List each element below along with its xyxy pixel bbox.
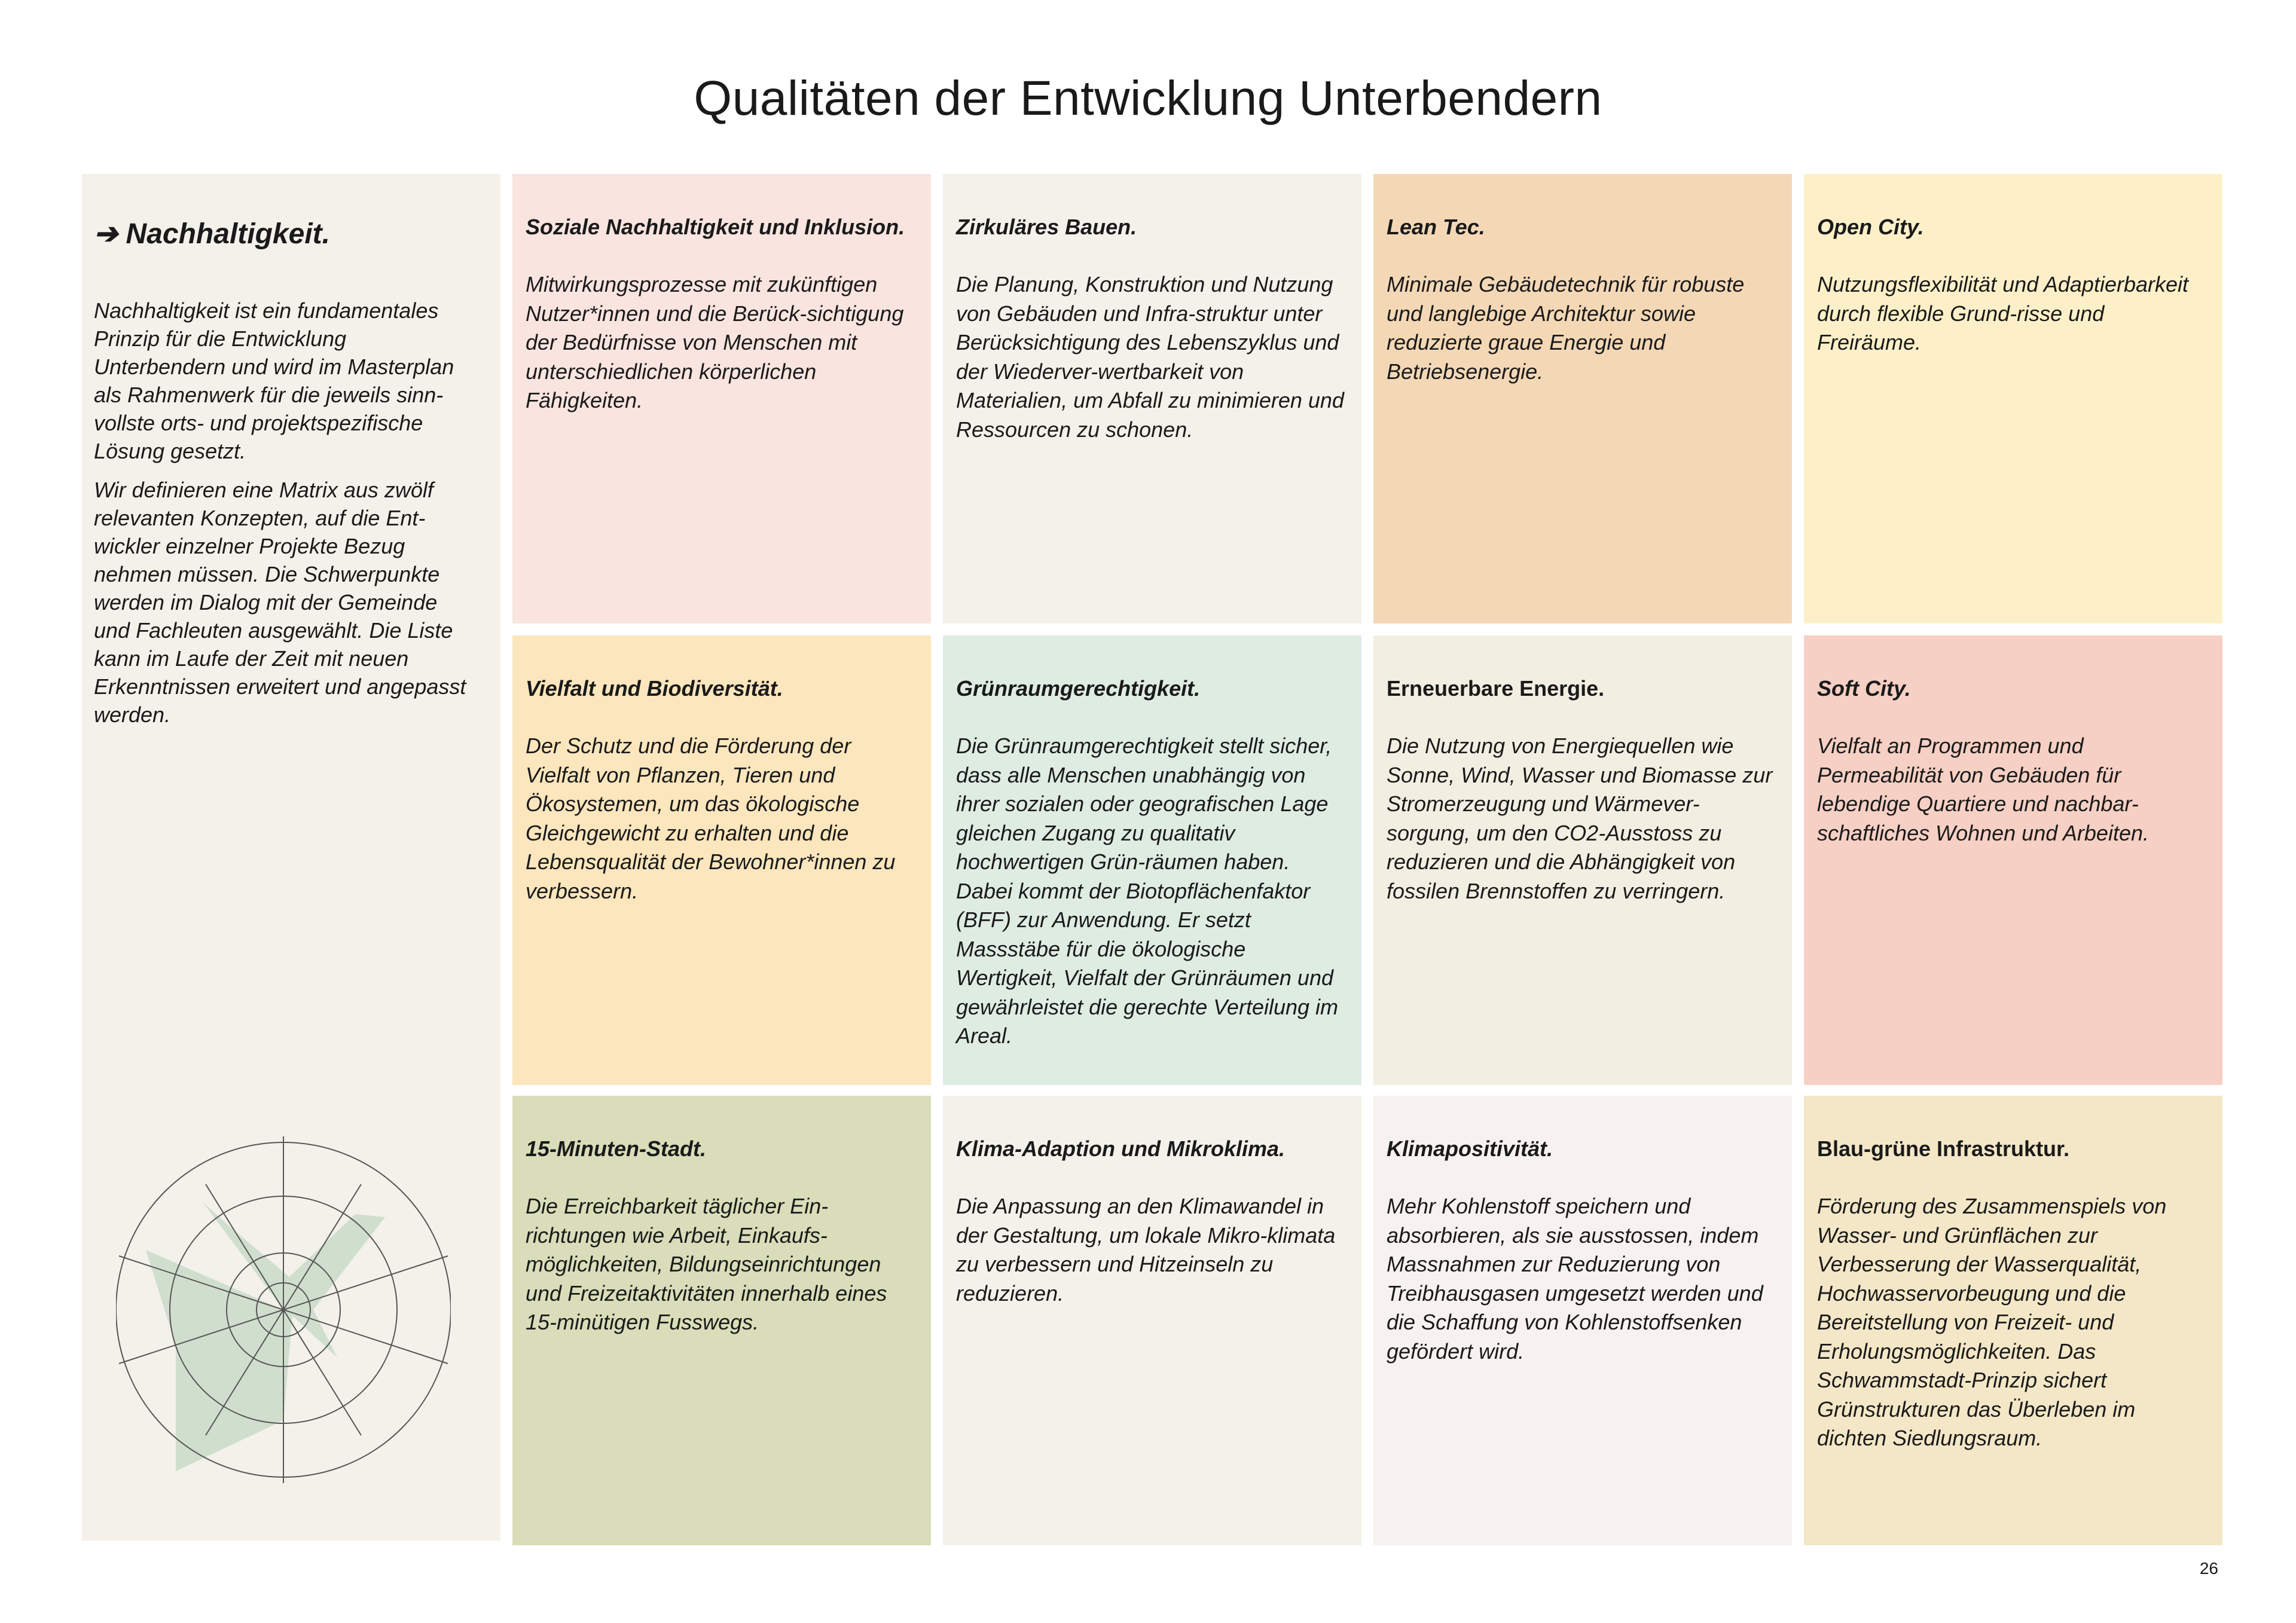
intro-paragraph: Wir definieren eine Matrix aus zwölf relevanten Konzepten, auf die Ent-wickler einzelner Projekte Bezug nehmen müssen. Die Schwerpunkte werden im Dialog mit der Gemeinde und Fachleuten ausgewählt. Die Liste kann im Laufe der Zeit mit neuen Erkenntnissen erweitert und angepasst werden. <box>94 478 466 727</box>
card-body: Die Planung, Konstruktion und Nutzung von Gebäuden und Infra-struktur unter Berücksichtigung des Lebenszyklus und der Wiederver-wertbarkeit von Materialien, um Abfall zu minimieren und Ressourcen zu schonen. <box>956 272 1344 442</box>
card-title: Soft City. <box>1817 676 1911 701</box>
card-title: Klimapositivität. <box>1387 1136 1553 1161</box>
card-15-minuten-stadt <box>512 1096 931 1545</box>
card-vielfalt-biodiversitaet <box>512 635 931 1085</box>
card-title: 15-Minuten-Stadt. <box>526 1136 706 1161</box>
card-title: Zirkuläres Bauen. <box>956 215 1137 239</box>
radar-chart-icon <box>116 1136 451 1483</box>
card-body: Mehr Kohlenstoff speichern und absorbieren, als sie ausstossen, indem Massnahmen zur Reduzierung von Treibhausgasen umgesetzt werden und die Schaffung von Kohlenstoffsenken gefördert wird. <box>1387 1194 1763 1364</box>
card-zirkulaeres-bauen <box>943 174 1361 623</box>
card-blau-gruene-infrastruktur <box>1804 1096 2222 1545</box>
page-number: 26 <box>2199 1559 2218 1578</box>
card-body: Mitwirkungsprozesse mit zukünftigen Nutzer*innen und die Berück-sichtigung der Bedürfnisse von Menschen mit unterschiedlichen körperlichen Fähigkeiten. <box>526 272 904 412</box>
card-body: Minimale Gebäudetechnik für robuste und langlebige Architektur sowie reduzierte graue Energie und Betriebsenergie. <box>1387 272 1745 384</box>
card-body: Die Erreichbarkeit täglicher Ein-richtungen wie Arbeit, Einkaufs-möglichkeiten, Bildungseinrichtungen und Freizeitaktivitäten innerhalb eines 15-minütigen Fusswegs. <box>526 1194 887 1334</box>
card-title: Grünraumgerechtigkeit. <box>956 676 1201 701</box>
card-title: Klima-Adaption und Mikroklima. <box>956 1136 1286 1161</box>
intro-paragraph: Nachhaltigkeit ist ein fundamentales Prinzip für die Entwicklung Unterbendern und wird im Masterplan als Rahmenwerk für die jeweils sinn-vollste orts- und projektspezifische Lösung gesetzt. <box>94 298 454 463</box>
card-body: Nutzungsflexibilität und Adaptierbarkeit durch flexible Grund-risse und Freiräume. <box>1817 272 2189 354</box>
card-title: Blau-grüne Infrastruktur. <box>1817 1136 2070 1161</box>
card-title: Vielfalt und Biodiversität. <box>526 676 783 701</box>
card-soziale-nachhaltigkeit <box>512 174 931 623</box>
intro-text <box>94 297 477 739</box>
card-body: Vielfalt an Programmen und Permeabilität von Gebäuden für lebendige Quartiere und nachbar-schaftliches Wohnen und Arbeiten. <box>1817 733 2149 845</box>
card-title: Open City. <box>1817 215 1924 239</box>
radar-area <box>146 1202 385 1471</box>
card-soft-city <box>1804 635 2222 1085</box>
card-body: Der Schutz und die Förderung der Vielfalt von Pflanzen, Tieren und Ökosystemen, um das ökologische Gleichgewicht zu erhalten und die Lebensqualität der Bewohner*innen zu verbessern. <box>526 733 896 903</box>
card-body: Die Anpassung an den Klimawandel in der Gestaltung, um lokale Mikro-klimata zu verbessern und Hitzeinseln zu reduzieren. <box>956 1194 1336 1306</box>
card-klimapositivitaet <box>1373 1096 1792 1545</box>
card-title: Soziale Nachhaltigkeit und Inklusion. <box>526 215 905 239</box>
card-erneuerbare-energie <box>1373 635 1792 1085</box>
page-title: Qualitäten der Entwicklung Unterbendern <box>694 71 1602 126</box>
card-title: Erneuerbare Energie. <box>1387 676 1605 701</box>
card-klima-adaption <box>943 1096 1361 1545</box>
card-open-city <box>1804 174 2222 623</box>
card-body: Förderung des Zusammenspiels von Wasser- und Grünflächen zur Verbesserung der Wasserqualität, Hochwasservorbeugung und die Bereitstellung von Freizeit- und Erholungsmöglichkeiten. Das Schwammstadt-Prinzip sichert Grünstrukturen das Überleben im dichten Siedlungsraum. <box>1817 1194 2167 1450</box>
intro-panel <box>82 174 500 1541</box>
card-body: Die Nutzung von Energiequellen wie Sonne, Wind, Wasser und Biomasse zur Stromerzeugung und Wärmever-sorgung, um den CO2-Ausstoss zu reduzieren und die Abhängigkeit von fossilen Brennstoffen zu verringern. <box>1387 733 1773 903</box>
card-body: Die Grünraumgerechtigkeit stellt sicher, dass alle Menschen unabhängig von ihrer sozialen oder geografischen Lage gleichen Zugang zu qualitativ hochwertigen Grün-räumen haben. Dabei kommt der Biotopflächenfaktor (BFF) zur Anwendung. Er setzt Massstäbe für die ökologische Wertigkeit, Vielfalt der Grünräumen und gewährleistet die gerechte Verteilung im Areal. <box>956 733 1339 1048</box>
card-gruenraumgerechtigkeit <box>943 635 1361 1085</box>
card-title: Lean Tec. <box>1387 215 1485 239</box>
intro-heading: ➔ Nachhaltigkeit. <box>94 218 330 250</box>
card-lean-tec <box>1373 174 1792 623</box>
